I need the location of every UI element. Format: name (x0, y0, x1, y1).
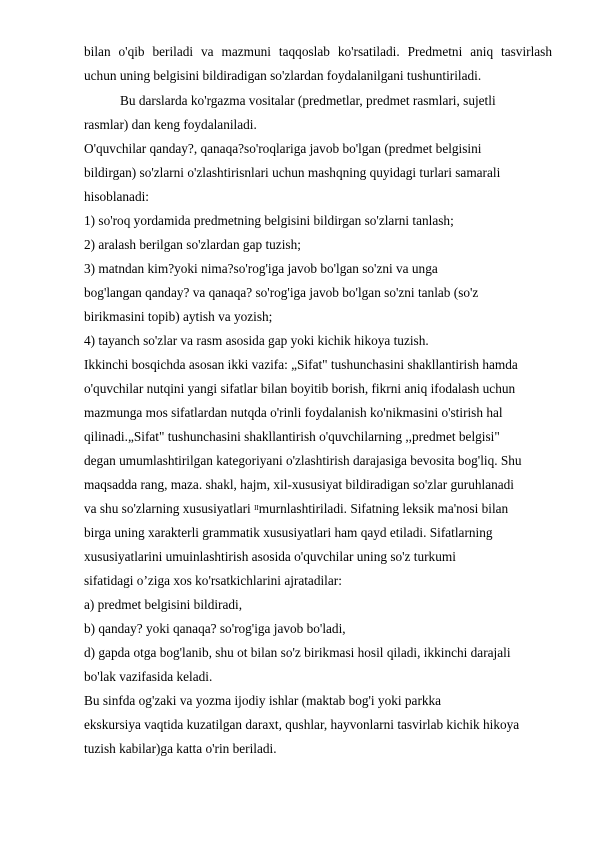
text-line: xususiyatlarini umuinlashtirish asosida o'quvchilar uning so'z turkumi (84, 549, 456, 564)
text-line (84, 501, 508, 517)
text-line: Bu darslarda ko'rgazma vositalar (predmetlar, predmet rasmlari, sujetli (120, 93, 496, 108)
list-item: 1) so'roq yordamida predmetning belgisini bildirgan so'zlarni tanlash; (84, 213, 454, 228)
list-item: 4) tayanch so'zlar va rasm asosida gap yoki kichik hikoya tuzish. (84, 333, 429, 348)
text-line: Bu sinfda og'zaki va yozma ijodiy ishlar (maktab bog'i yoki parkka (84, 693, 442, 708)
text-line: bo'lak vazifasida keladi. (84, 669, 213, 684)
list-item: a) predmet belgisini bildiradi, (84, 597, 243, 612)
text-line: birga uning xarakterli grammatik xususiyatlari ham qayd etiladi. Sifatlarning (84, 525, 493, 540)
text-line: maqsadda rang, maza. shakl, hajm, xil-xususiyat bildiradigan so'zlar guruhlanadi (84, 477, 514, 492)
text-line: uchun uning belgisini bildiradigan so'zlardan foydalanilgani tushuntiriladi. (84, 68, 482, 83)
text-line: qilinadi.„Sifat" tushunchasini shakllantirish o'quvchilarning ,,predmet belgisi" (84, 429, 500, 444)
text-line: bilan o'qib beriladi va mazmuni taqqoslab ko'rsatiladi. Predmetni aniq tasvirlash (84, 44, 552, 59)
text-line: tuzish kabilar)ga katta o'rin beriladi. (84, 741, 277, 756)
text-segment: murnlashtiriladi. Sifatning leksik ma'nosi bilan (258, 501, 509, 516)
text-line: ekskursiya vaqtida kuzatilgan daraxt, qushlar, hayvonlarni tasvirlab kichik hikoya (84, 717, 520, 732)
list-item: b) qanday? yoki qanaqa? so'rog'iga javob bo'ladi, (84, 621, 346, 636)
text-line: rasmlar) dan keng foydalaniladi. (84, 117, 257, 132)
superscript-mark: II (254, 504, 259, 512)
text-segment: va shu so'zlarning xususiyatlari (84, 501, 255, 516)
text-line: O'quvchilar qanday?, qanaqa?so'roqlariga javob bo'lgan (predmet belgisini (84, 141, 482, 156)
text-line: birikmasini topib) aytish va yozish; (84, 309, 273, 324)
text-line: sifatidagi o’ziga xos ko'rsatkichlarini ajratadilar: (84, 573, 342, 588)
list-item: d) gapda otga bog'lanib, shu ot bilan so'z birikmasi hosil qiladi, ikkinchi darajali (84, 645, 511, 660)
text-line: Ikkinchi bosqichda asosan ikki vazifa: „Sifat" tushunchasini shakllantirish hamda (84, 357, 518, 372)
text-line: o'quvchilar nutqini yangi sifatlar bilan boyitib borish, fikrni aniq ifodalash uchun (84, 381, 516, 396)
list-item: 3) matndan kim?yoki nima?so'rog'iga javob bo'lgan so'zni va unga (84, 261, 438, 276)
text-line: bildirgan) so'zlarni o'zlashtirisnlari uchun mashqning quyidagi turlari samarali (84, 165, 501, 180)
text-line: mazmunga mos sifatlardan nutqda o'rinli foydalanish ko'nikmasini o'stirish hal (84, 405, 503, 420)
text-line: degan umumlashtirilgan kategoriyani o'zlashtirish darajasiga bevosita bog'liq. Shu (84, 453, 522, 468)
text-line: bog'langan qanday? va qanaqa? so'rog'iga javob bo'lgan so'zni tanlab (so'z (84, 285, 479, 300)
list-item: 2) aralash berilgan so'zlardan gap tuzish; (84, 237, 301, 252)
text-line: hisoblanadi: (84, 189, 149, 204)
